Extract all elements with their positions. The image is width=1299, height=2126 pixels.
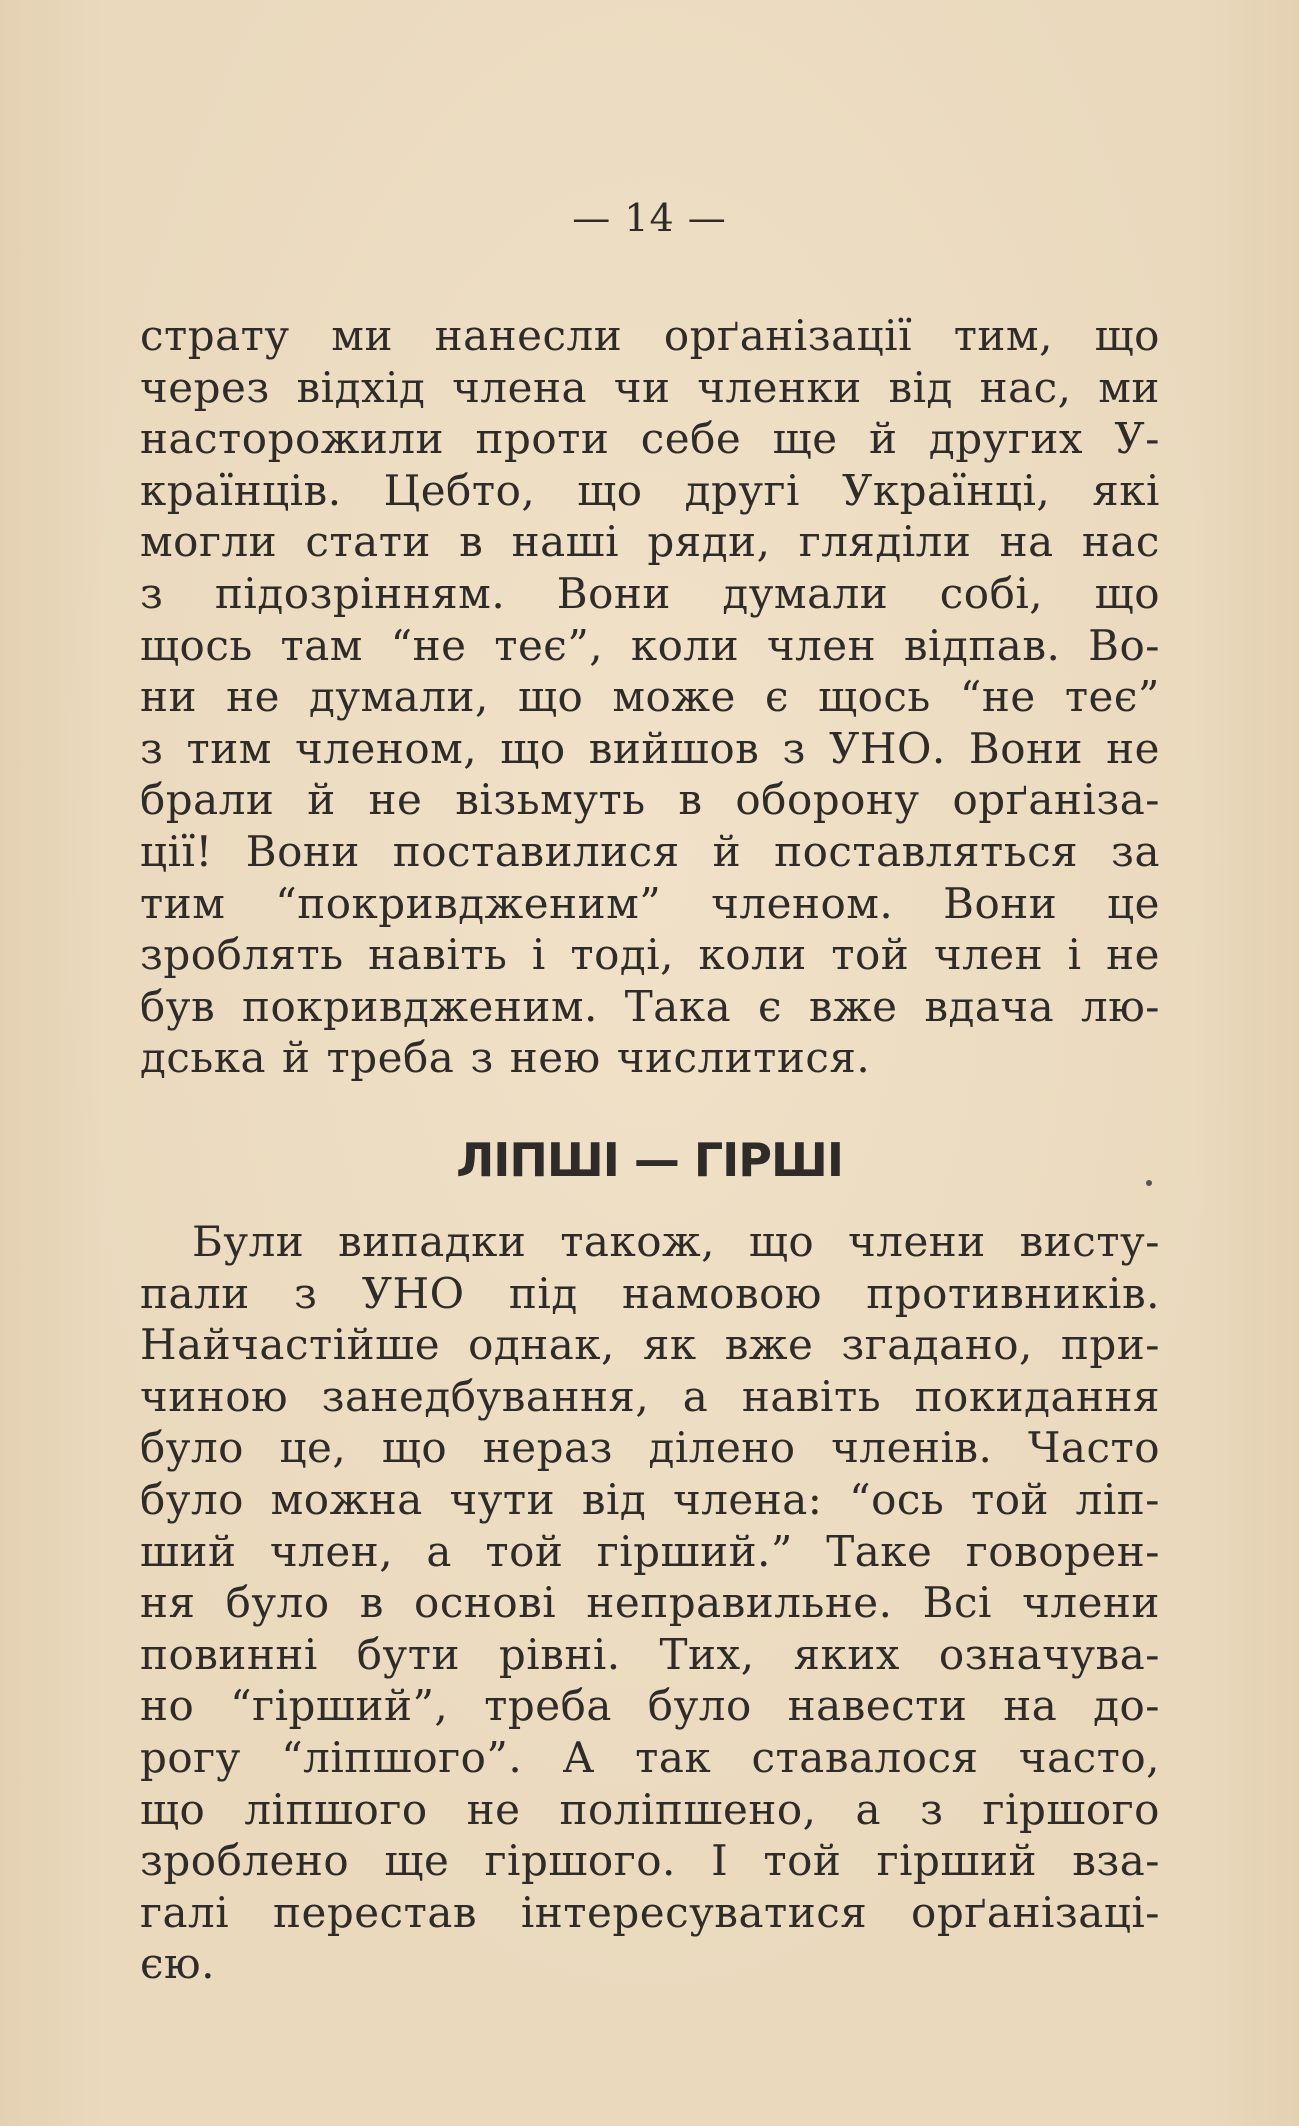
- word: в: [359, 1578, 384, 1628]
- word: що: [577, 465, 643, 515]
- word: і: [531, 930, 546, 980]
- word: другі: [684, 465, 800, 515]
- word: при-: [1060, 1320, 1160, 1370]
- word: гіршого.: [484, 1836, 676, 1886]
- word: інтересуватися: [520, 1887, 868, 1937]
- text-line: [140, 1835, 1160, 1887]
- word: ни: [140, 672, 197, 722]
- word: як: [642, 1320, 697, 1370]
- word: нас,: [979, 362, 1072, 412]
- word: неправильне.: [586, 1578, 893, 1628]
- word: з: [782, 723, 806, 773]
- word: “гірший”,: [230, 1681, 449, 1731]
- word: страту: [140, 311, 290, 360]
- word: ми: [1098, 362, 1160, 412]
- text-line: [140, 1422, 1160, 1474]
- word: членом.: [711, 878, 894, 928]
- word: єю.: [140, 1939, 215, 1989]
- word: рівні.: [498, 1629, 621, 1679]
- word: бути: [356, 1629, 460, 1679]
- word: тоді,: [570, 930, 675, 980]
- word: не: [466, 1784, 521, 1834]
- word: й: [282, 1033, 311, 1083]
- word: там: [280, 620, 363, 670]
- text-line: [140, 413, 1160, 465]
- word: навести: [787, 1681, 968, 1731]
- word: і: [1067, 930, 1082, 980]
- word: що: [517, 672, 584, 722]
- word: членів.: [831, 1423, 993, 1473]
- text-line: [140, 362, 1160, 414]
- text-line: [140, 516, 1160, 568]
- word: Вони: [943, 878, 1058, 928]
- word: думали,: [309, 672, 489, 722]
- word: на: [1003, 1681, 1058, 1731]
- text-line: [140, 568, 1160, 620]
- word: ряди,: [647, 517, 771, 567]
- word: намовою: [621, 1268, 822, 1318]
- word: рогу: [140, 1732, 241, 1782]
- word: УНО: [361, 1268, 465, 1318]
- word: наші: [511, 517, 620, 567]
- word: підозрінням.: [214, 568, 506, 618]
- word: є: [764, 672, 789, 722]
- word: галі: [140, 1887, 230, 1937]
- word: ми: [331, 311, 393, 360]
- word: теє”,: [494, 620, 604, 670]
- word: гіршого: [982, 1784, 1160, 1834]
- word: щось: [818, 672, 931, 722]
- word: зроблено: [140, 1836, 350, 1886]
- word: покидання: [914, 1371, 1160, 1421]
- word: члена:: [672, 1474, 823, 1524]
- word: “покривдженим”: [275, 878, 662, 928]
- text-line: [140, 620, 1160, 672]
- word: “не: [959, 672, 1036, 722]
- word: ще: [772, 414, 838, 464]
- word: висту-: [1019, 1217, 1160, 1266]
- word: можна: [270, 1474, 423, 1524]
- word: себе: [640, 414, 742, 464]
- text-line: [140, 929, 1160, 981]
- paragraph-1: [140, 310, 1160, 1084]
- word: ліпшого: [244, 1784, 428, 1834]
- word: основі: [414, 1578, 557, 1628]
- word: могли: [140, 517, 278, 567]
- word: ліп-: [1075, 1474, 1160, 1524]
- word: дська: [140, 1033, 267, 1083]
- word: поставилися: [392, 826, 680, 876]
- word: чи: [613, 362, 671, 412]
- text-line: [140, 1526, 1160, 1578]
- word: гірший.”: [596, 1526, 793, 1576]
- word: Вони: [968, 723, 1083, 773]
- word: яких: [793, 1629, 900, 1679]
- word: через: [140, 362, 270, 412]
- word: від: [888, 362, 953, 412]
- word: член: [933, 930, 1044, 980]
- word: зроблять: [140, 930, 344, 980]
- word: противників.: [866, 1268, 1160, 1318]
- word: й: [712, 826, 742, 876]
- word: чути: [449, 1474, 556, 1524]
- word: нанесли: [434, 311, 623, 360]
- word: Таке: [826, 1526, 933, 1576]
- text-line: [140, 1268, 1160, 1320]
- word: а: [426, 1526, 452, 1576]
- word: випадки: [338, 1217, 527, 1266]
- word: це,: [279, 1423, 347, 1473]
- word: з: [140, 723, 164, 773]
- word: вже: [808, 981, 898, 1031]
- word: член: [766, 620, 877, 670]
- word: поставляться: [774, 826, 1079, 876]
- word: член,: [269, 1526, 394, 1576]
- word: вже: [724, 1320, 814, 1370]
- word: проти: [475, 414, 610, 464]
- word: країнців.: [140, 465, 342, 515]
- word: в: [459, 517, 484, 567]
- word: гірший: [876, 1836, 1037, 1886]
- word: коли: [630, 620, 740, 670]
- text-line: [140, 878, 1160, 930]
- text-line: [140, 1938, 1160, 1990]
- word: ділено: [648, 1423, 796, 1473]
- word: орґанізації: [663, 311, 913, 360]
- word: Були: [192, 1217, 305, 1266]
- word: так: [635, 1732, 712, 1782]
- word: говорен-: [965, 1526, 1160, 1576]
- word: Така: [624, 981, 732, 1031]
- word: також,: [560, 1217, 715, 1266]
- word: Тих,: [659, 1629, 755, 1679]
- word: під: [508, 1268, 578, 1318]
- word: це: [1107, 878, 1160, 928]
- word: брали: [140, 775, 275, 825]
- word: Вони: [556, 568, 671, 618]
- paragraph-2: [140, 1216, 1160, 1990]
- word: “не: [390, 620, 467, 670]
- word: нас: [1081, 517, 1160, 567]
- text-line: [140, 1577, 1160, 1629]
- word: покривдженим.: [242, 981, 598, 1031]
- word: може: [612, 672, 736, 722]
- text-line: [140, 826, 1160, 878]
- word: є: [757, 981, 782, 1031]
- word: повинні: [140, 1629, 318, 1679]
- word: з: [920, 1784, 944, 1834]
- word: що: [1094, 311, 1160, 360]
- text-line: [140, 1784, 1160, 1836]
- word: той: [970, 1474, 1049, 1524]
- word: теє”: [1064, 672, 1160, 722]
- word: не: [1106, 930, 1160, 980]
- word: Во-: [1088, 620, 1160, 670]
- word: А: [562, 1732, 595, 1782]
- word: а: [855, 1784, 882, 1834]
- word: був: [140, 981, 216, 1031]
- word: орґаніза-: [952, 775, 1160, 825]
- word: той: [763, 1836, 842, 1886]
- word: з: [294, 1268, 318, 1318]
- word: з: [140, 568, 164, 618]
- word: Всі: [922, 1578, 992, 1628]
- word: той: [831, 930, 910, 980]
- word: ставалося: [751, 1732, 979, 1782]
- text-line: [140, 465, 1160, 517]
- word: ня: [140, 1578, 196, 1628]
- word: вийшов: [588, 723, 760, 773]
- word: що: [748, 1217, 815, 1266]
- word: пали: [140, 1268, 250, 1318]
- word: не: [368, 775, 423, 825]
- word: насторожили: [140, 414, 445, 464]
- word: що: [1094, 568, 1160, 618]
- text-line: [140, 671, 1160, 723]
- word: члена: [452, 362, 587, 412]
- word: було: [225, 1578, 330, 1628]
- word: члени: [848, 1217, 986, 1266]
- word: “ось: [849, 1474, 945, 1524]
- word: а: [682, 1371, 709, 1421]
- word: членом,: [295, 723, 478, 773]
- word: було: [140, 1423, 244, 1473]
- word: Українці,: [842, 465, 1051, 515]
- word: думали: [722, 568, 889, 618]
- word: означува-: [938, 1629, 1160, 1679]
- word: ший: [140, 1526, 237, 1576]
- word: візьмуть: [455, 775, 646, 825]
- text-line: [140, 1680, 1160, 1732]
- word: собі,: [939, 568, 1044, 618]
- word: поліпшено,: [559, 1784, 817, 1834]
- word: вза-: [1072, 1836, 1160, 1886]
- section-heading: ЛІПШІ — ГІРШІ: [456, 1133, 843, 1187]
- word: від: [581, 1474, 647, 1524]
- word: тим,: [953, 311, 1053, 360]
- word: лю-: [1081, 981, 1160, 1031]
- word: щось: [140, 620, 253, 670]
- ink-speck: [1146, 1180, 1152, 1186]
- word: до-: [1093, 1681, 1160, 1731]
- word: з: [470, 1033, 494, 1083]
- word: тим: [140, 878, 226, 928]
- word: орґанізаці-: [911, 1887, 1160, 1937]
- text-line: [140, 981, 1160, 1033]
- word: ще: [384, 1836, 450, 1886]
- text-line: [140, 1216, 1160, 1268]
- word: УНО.: [828, 723, 946, 773]
- word: Часто: [1027, 1423, 1160, 1473]
- word: згадано,: [841, 1320, 1033, 1370]
- text-line: [140, 774, 1160, 826]
- word: тим: [186, 723, 272, 773]
- word: Вони: [245, 826, 360, 876]
- word: других: [928, 414, 1084, 464]
- word: навіть: [741, 1371, 882, 1421]
- word: на: [999, 517, 1054, 567]
- word: коли: [698, 930, 807, 980]
- word: часто,: [1018, 1732, 1160, 1782]
- word: ції!: [140, 826, 213, 876]
- word: що: [140, 1784, 206, 1834]
- word: що: [500, 723, 566, 773]
- word: однак,: [468, 1320, 615, 1370]
- word: той: [485, 1526, 564, 1576]
- word: чиною: [140, 1371, 289, 1421]
- word: навіть: [368, 930, 508, 980]
- word: І: [711, 1836, 729, 1886]
- word: вдача: [924, 981, 1055, 1031]
- word: було: [647, 1681, 752, 1731]
- text-line: [140, 1474, 1160, 1526]
- text-line: [140, 723, 1160, 775]
- word: відпав.: [903, 620, 1061, 670]
- word: треба: [326, 1033, 455, 1083]
- word: но: [140, 1681, 195, 1731]
- word: було: [140, 1474, 244, 1524]
- word: У-: [1114, 414, 1160, 464]
- text-line: [140, 1319, 1160, 1371]
- word: в: [678, 775, 703, 825]
- word: за: [1111, 826, 1160, 876]
- text-line: [140, 310, 1160, 362]
- word: стати: [305, 517, 431, 567]
- word: Найчастійше: [140, 1320, 441, 1370]
- word: відхід: [296, 362, 426, 412]
- page-number: — 14 —: [572, 196, 727, 240]
- word: перестав: [272, 1887, 478, 1937]
- word: нераз: [482, 1423, 613, 1473]
- word: що: [381, 1423, 448, 1473]
- word: “ліпшого”.: [281, 1732, 523, 1782]
- word: членки: [697, 362, 862, 412]
- word: гляділи: [798, 517, 972, 567]
- text-line: [140, 1887, 1160, 1939]
- word: оборону: [735, 775, 920, 825]
- word: занедбування,: [321, 1371, 650, 1421]
- word: члени: [1022, 1578, 1160, 1628]
- word: Цебто,: [383, 465, 536, 515]
- word: числитися.: [616, 1033, 871, 1083]
- text-line: [140, 1032, 1160, 1084]
- text-line: [140, 1629, 1160, 1681]
- word: й: [307, 775, 336, 825]
- word: не: [226, 672, 280, 722]
- text-line: [140, 1732, 1160, 1784]
- word: не: [1106, 723, 1160, 773]
- text-line: [140, 1371, 1160, 1423]
- word: які: [1092, 465, 1160, 515]
- word: й: [868, 414, 898, 464]
- word: треба: [484, 1681, 612, 1731]
- word: нею: [509, 1033, 601, 1083]
